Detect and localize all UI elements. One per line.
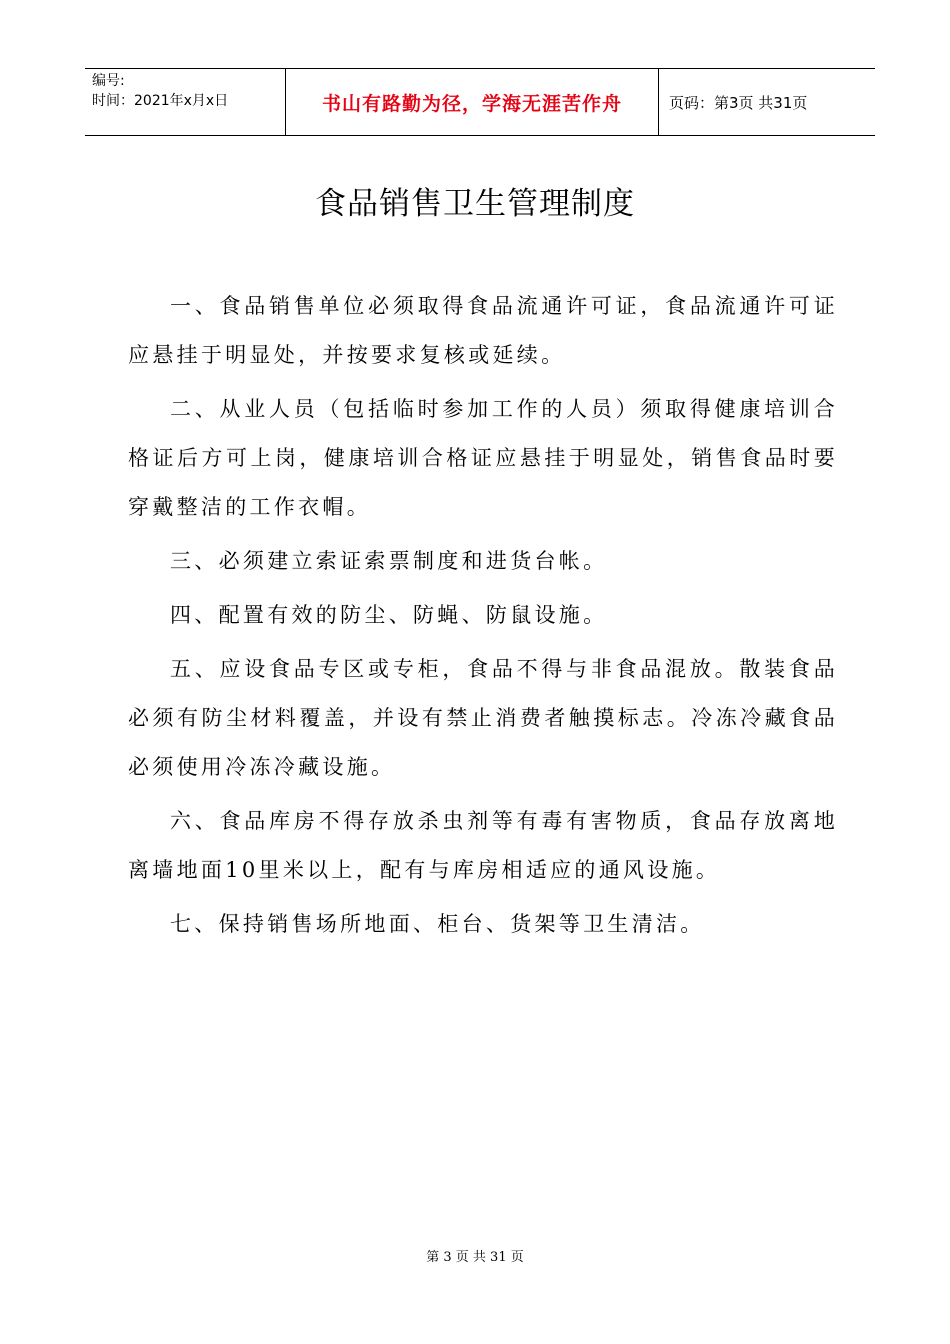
header-motto: 书山有路勤为径，学海无涯苦作舟 <box>321 92 622 115</box>
paragraph: 七、保持销售场所地面、柜台、货架等卫生清洁。 <box>170 912 705 936</box>
paragraph: 六、食品库房不得存放杀虫剂等有毒有害物质，食品存放离地离墙地面10里米以上，配有与库房相适应的通风设施。 <box>128 809 838 882</box>
paragraph: 四、配置有效的防尘、防蝇、防鼠设施。 <box>170 603 608 627</box>
header-motto-cell <box>286 69 659 135</box>
paragraph: 一、食品销售单位必须取得食品流通许可证，食品流通许可证应悬挂于明显处，并按要求复核或延续。 <box>128 294 838 367</box>
document-number-label: 编号: <box>92 73 125 89</box>
header-page-number: 页码：第3页 共31页 <box>669 93 808 112</box>
document-time-label: 时间：2021年x月x日 <box>92 93 229 109</box>
header-page-cell <box>659 69 875 135</box>
paragraph: 三、必须建立索证索票制度和进货台帐。 <box>170 549 608 573</box>
paragraph: 二、从业人员（包括临时参加工作的人员）须取得健康培训合格证后方可上岗，健康培训合格证应悬挂于明显处，销售食品时要穿戴整洁的工作衣帽。 <box>128 397 838 519</box>
page-footer: 第 3 页 共 31 页 <box>426 1250 524 1265</box>
header-meta <box>85 69 286 135</box>
page-header <box>85 68 875 136</box>
paragraph: 五、应设食品专区或专柜，食品不得与非食品混放。散装食品必须有防尘材料覆盖，并设有禁止消费者触摸标志。冷冻冷藏食品必须使用冷冻冷藏设施。 <box>128 657 838 779</box>
document-body <box>128 282 838 954</box>
document-title: 食品销售卫生管理制度 <box>315 186 635 222</box>
